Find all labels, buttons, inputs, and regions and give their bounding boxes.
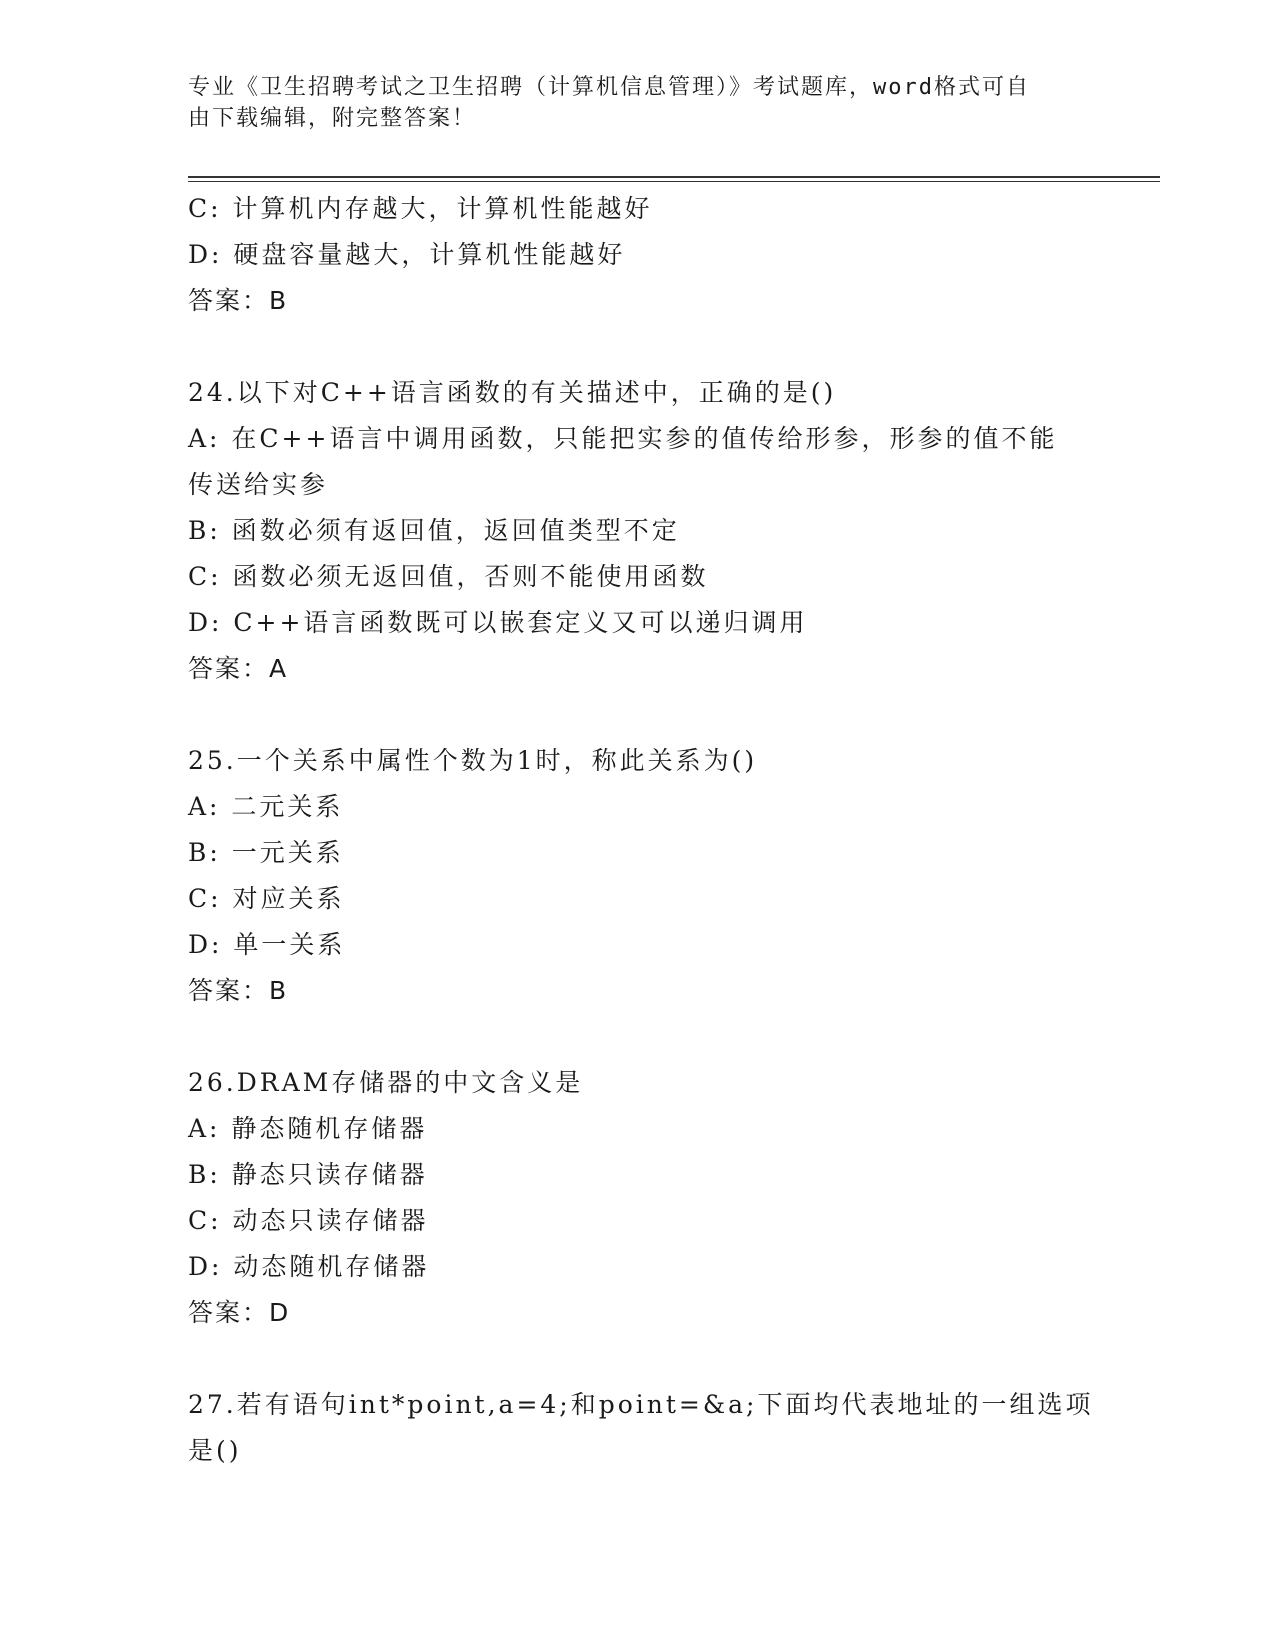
option-d: D: 硬盘容量越大，计算机性能越好 <box>188 240 626 269</box>
option-b: B: 静态只读存储器 <box>188 1160 428 1189</box>
document-header <box>188 72 1088 134</box>
option-d: D: C++语言函数既可以嵌套定义又可以递归调用 <box>188 608 808 637</box>
header-line-2: 由下载编辑，附完整答案！ <box>188 106 477 131</box>
option-a: A: 二元关系 <box>188 792 344 821</box>
option-d: D: 动态随机存储器 <box>188 1252 430 1281</box>
question-content <box>188 186 1094 1474</box>
option-b: B: 一元关系 <box>188 838 344 867</box>
option-a-continued: 传送给实参 <box>188 470 329 499</box>
option-c: C: 对应关系 <box>188 884 345 913</box>
answer-line: 答案：B <box>188 976 289 1005</box>
header-rule-thick <box>188 176 1160 178</box>
option-d: D: 单一关系 <box>188 930 346 959</box>
spacer <box>188 1014 1088 1060</box>
option-b: B: 函数必须有返回值，返回值类型不定 <box>188 516 680 545</box>
spacer <box>188 324 1088 370</box>
question-stem: 26.DRAM存储器的中文含义是 <box>188 1068 584 1097</box>
option-c: C: 计算机内存越大，计算机性能越好 <box>188 194 653 223</box>
question-stem: 24.以下对C++语言函数的有关描述中，正确的是() <box>188 378 837 407</box>
question-stem: 27.若有语句int*point,a=4;和point=&a;下面均代表地址的一组选项 <box>188 1390 1094 1419</box>
option-a: A: 静态随机存储器 <box>188 1114 428 1143</box>
spacer <box>188 1336 1088 1382</box>
question-stem-continued: 是() <box>188 1436 242 1465</box>
header-line-1: 专业《卫生招聘考试之卫生招聘（计算机信息管理）》考试题库，word格式可自 <box>188 75 1030 100</box>
answer-line: 答案：A <box>188 654 289 683</box>
question-stem: 25.一个关系中属性个数为1时，称此关系为() <box>188 746 758 775</box>
option-c: C: 函数必须无返回值，否则不能使用函数 <box>188 562 709 591</box>
option-a: A: 在C++语言中调用函数，只能把实参的值传给形参，形参的值不能 <box>188 424 1058 453</box>
answer-line: 答案：D <box>188 1298 291 1327</box>
option-c: C: 动态只读存储器 <box>188 1206 429 1235</box>
answer-line: 答案：B <box>188 286 289 315</box>
header-rule-thin <box>188 181 1160 182</box>
spacer <box>188 692 1088 738</box>
